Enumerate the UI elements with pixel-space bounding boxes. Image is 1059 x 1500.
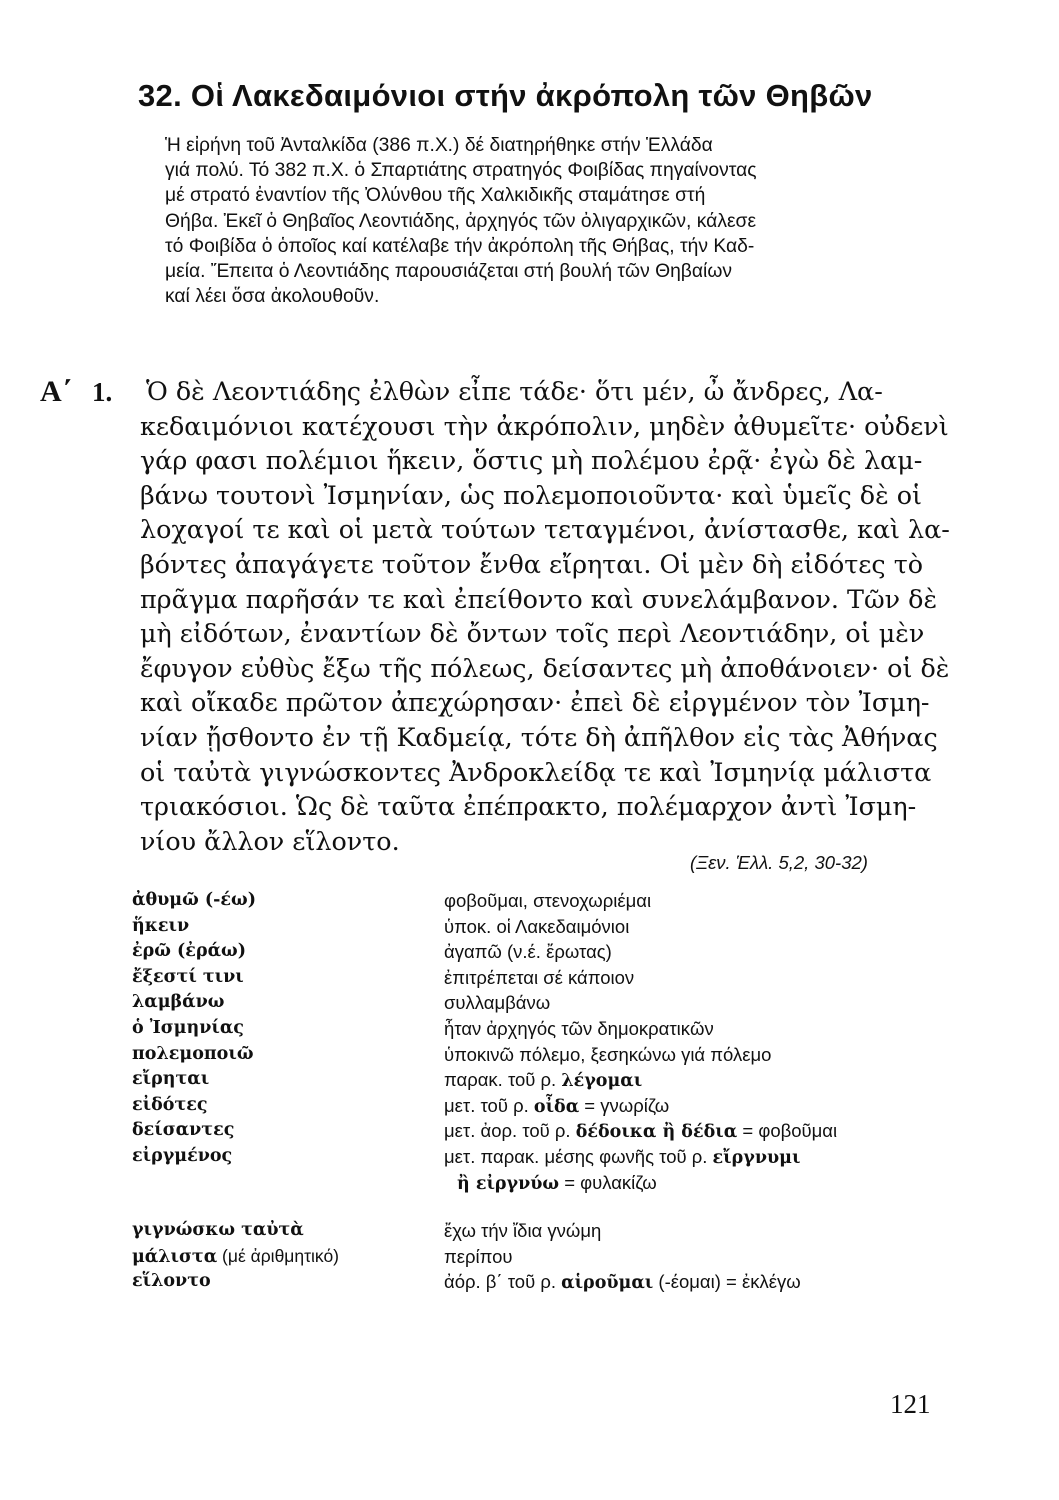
- definition-text: = φοβοῦμαι: [737, 1120, 838, 1142]
- text-line: πρᾶγμα παρῆσάν τε καὶ ἐπείθοντο καὶ συνελάμβανον. Τῶν δὲ: [140, 583, 938, 614]
- glossary-row: [132, 890, 952, 916]
- glossary-definition: ὑποκινῶ πόλεμο, ξεσηκώνω γιά πόλεμο: [444, 1043, 772, 1065]
- glossary-term: πολεμοποιῶ: [132, 1043, 254, 1064]
- definition-verb: ἢ εἰργνύω: [457, 1173, 560, 1194]
- glossary-definition: συλλαμβάνω: [444, 992, 551, 1014]
- text-line: μὴ εἰδότων, ἐναντίων δὲ ὄντων τοῖς περὶ Λεοντιάδην, οἱ μὲν: [140, 618, 925, 649]
- intro-line: Ἡ εἰρήνη τοῦ Ἀνταλκίδα (386 π.Χ.) δέ διατηρήθηκε στήν Ἑλλάδα: [165, 135, 713, 156]
- intro-line: καί λέει ὅσα ἀκολουθοῦν.: [165, 286, 380, 308]
- glossary-row: [132, 1120, 952, 1146]
- glossary-term: ἐρῶ (ἐράω): [132, 941, 246, 962]
- definition-verb: δέδοικα ἢ δέδια: [575, 1122, 738, 1143]
- lesson-title: 32. Οἱ Λακεδαιμόνιοι στήν ἀκρόπολη τῶν Θηβῶν: [138, 78, 873, 113]
- glossary-row: [132, 1146, 952, 1172]
- glossary-definition: [444, 1120, 837, 1142]
- text-line: βάνω τουτονὶ Ἰσμηνίαν, ὡς πολεμοποιοῦντα· καὶ ὑμεῖς δὲ οἱ: [140, 479, 923, 510]
- glossary-row: [132, 1044, 952, 1070]
- glossary-term: λαμβάνω: [132, 992, 225, 1013]
- glossary-term: γιγνώσκω ταὐτὰ: [132, 1220, 304, 1241]
- text-line: καὶ οἴκαδε πρῶτον ἀπεχώρησαν· ἐπεὶ δὲ εἰργμένον τὸν Ἰσμη-: [140, 687, 930, 718]
- glossary-definition: ἦταν ἀρχηγός τῶν δημοκρατικῶν: [444, 1017, 714, 1039]
- glossary-definition: [444, 1271, 801, 1293]
- text-line: βόντες ἀπαγάγετε τοῦτον ἔνθα εἴρηται. Οἱ μὲν δὴ εἰδότες τὸ: [140, 548, 924, 579]
- glossary-term: ἀθυμῶ (-έω): [132, 890, 256, 910]
- glossary-definition: ἔχω τήν ἴδια γνώμη: [444, 1220, 602, 1242]
- glossary-definition: [444, 1146, 800, 1168]
- glossary-term: εἰδότες: [132, 1094, 208, 1115]
- glossary-row: [132, 941, 952, 967]
- glossary-term: εἴρηται: [132, 1069, 210, 1090]
- glossary-row: [132, 1220, 952, 1246]
- glossary-term: [132, 1246, 339, 1267]
- glossary-definition: ἐπιτρέπεται σέ κάποιον: [444, 966, 635, 988]
- glossary-row: [132, 1095, 952, 1121]
- glossary-term: ἥκειν: [132, 915, 190, 936]
- text-line: γάρ φασι πολέμιοι ἥκειν, ὅστις μὴ πολέμου ἐρᾷ· ἐγὼ δὲ λαμ-: [140, 445, 923, 476]
- intro-line: τό Φοιβίδα ὁ ὁποῖος καί κατέλαβε τήν ἀκρόπολη τῆς Θήβας, τήν Καδ-: [165, 235, 755, 257]
- glossary-definition: [444, 1069, 642, 1091]
- text-line: ἔφυγον εὐθὺς ἔξω τῆς πόλεως, δείσαντες μὴ ἀποθάνοιεν· οἱ δὲ: [140, 652, 950, 683]
- definition-verb: αἱροῦμαι: [561, 1273, 654, 1294]
- definition-verb: οἶδα: [533, 1096, 580, 1117]
- definition-verb: λέγομαι: [561, 1071, 643, 1092]
- glossary: [132, 890, 952, 1297]
- glossary-row: [132, 1246, 952, 1272]
- source-citation: (Ξεν. Ἑλλ. 5,2, 30-32): [690, 852, 868, 873]
- definition-text: παρακ. τοῦ ρ.: [444, 1069, 562, 1091]
- intro-line: γιά πολύ. Τό 382 π.Χ. ὁ Σπαρτιάτης στρατηγός Φοιβίδας πηγαίνοντας: [165, 160, 757, 182]
- definition-text: μετ. παρακ. μέσης φωνῆς τοῦ ρ.: [444, 1145, 713, 1167]
- text-line: νίαν ᾔσθοντο ἐν τῇ Καδμείᾳ, τότε δὴ ἀπῆλθον εἰς τὰς Ἀθήνας: [140, 721, 938, 752]
- glossary-definition: [444, 1095, 669, 1117]
- glossary-row: [132, 967, 952, 993]
- intro-paragraph: [165, 133, 950, 309]
- definition-text: = φυλακίζω: [559, 1171, 657, 1193]
- glossary-term: ὁ Ἰσμηνίας: [132, 1017, 244, 1038]
- glossary-row: [132, 992, 952, 1018]
- glossary-row: [132, 1018, 952, 1044]
- glossary-term: εἰργμένος: [132, 1145, 233, 1166]
- definition-text: (-έομαι) = ἐκλέγω: [653, 1271, 801, 1293]
- glossary-term: εἵλοντο: [132, 1271, 211, 1292]
- definition-text: ἀόρ. β΄ τοῦ ρ.: [444, 1271, 562, 1293]
- glossary-row: [132, 1271, 952, 1297]
- glossary-row: [132, 916, 952, 942]
- greek-text: [140, 374, 950, 858]
- text-line: τριακόσιοι. Ὡς δὲ ταῦτα ἐπέπρακτο, πολέμαρχον ἀντὶ Ἰσμη-: [140, 791, 917, 822]
- intro-line: μεία. Ἔπειτα ὁ Λεοντιάδης παρουσιάζεται στή βουλή τῶν Θηβαίων: [165, 261, 733, 283]
- text-line: νίου ἄλλον εἵλοντο.: [140, 825, 400, 856]
- glossary-definition: φοβοῦμαι, στενοχωριέμαι: [444, 890, 652, 911]
- text-line: οἱ ταὐτὰ γιγνώσκοντες Ἀνδροκλείδᾳ τε καὶ Ἰσμηνίᾳ μάλιστα: [140, 756, 932, 787]
- glossary-definition: ἀγαπῶ (ν.έ. ἔρωτας): [444, 941, 612, 963]
- glossary-term-word: μάλιστα: [132, 1246, 218, 1267]
- text-line: Ὁ δὲ Λεοντιάδης ἐλθὼν εἶπε τάδε· ὅτι μέν, ὦ ἄνδρες, Λα-: [146, 376, 883, 406]
- definition-verb: εἴργνυμι: [712, 1147, 801, 1168]
- intro-line: μέ στρατό ἐναντίον τῆς Ὀλύνθου τῆς Χαλκιδικῆς σταμάτησε στή: [165, 185, 706, 207]
- intro-line: Θήβα. Ἐκεῖ ὁ Θηβαῖος Λεοντιάδης, ἀρχηγός τῶν ὀλιγαρχικῶν, κάλεσε: [165, 210, 757, 232]
- glossary-row: [132, 1069, 952, 1095]
- verse-number: 1.: [92, 377, 113, 407]
- glossary-definition: περίπου: [444, 1245, 513, 1267]
- definition-text: μετ. τοῦ ρ.: [444, 1094, 534, 1116]
- glossary-term-note: (μέ ἀριθμητικό): [217, 1245, 340, 1266]
- page-number: 121: [890, 1389, 931, 1419]
- section-mark: Α΄: [40, 375, 72, 408]
- text-line: κεδαιμόνιοι κατέχουσι τὴν ἀκρόπολιν, μηδὲν ἀθυμεῖτε· οὐδενὶ: [140, 410, 949, 441]
- glossary-term: ἔξεστί τινι: [132, 966, 244, 987]
- glossary-row-continuation: [132, 1172, 952, 1198]
- definition-text: = γνωρίζω: [579, 1094, 670, 1116]
- text-line: λοχαγοί τε καὶ οἱ μετὰ τούτων τεταγμένοι, ἀνίστασθε, καὶ λα-: [140, 514, 950, 545]
- glossary-term: δείσαντες: [132, 1120, 235, 1141]
- definition-text: μετ. ἀορ. τοῦ ρ.: [444, 1120, 576, 1142]
- glossary-definition: ὑποκ. οἱ Λακεδαιμόνιοι: [444, 915, 630, 937]
- glossary-definition: [457, 1172, 657, 1194]
